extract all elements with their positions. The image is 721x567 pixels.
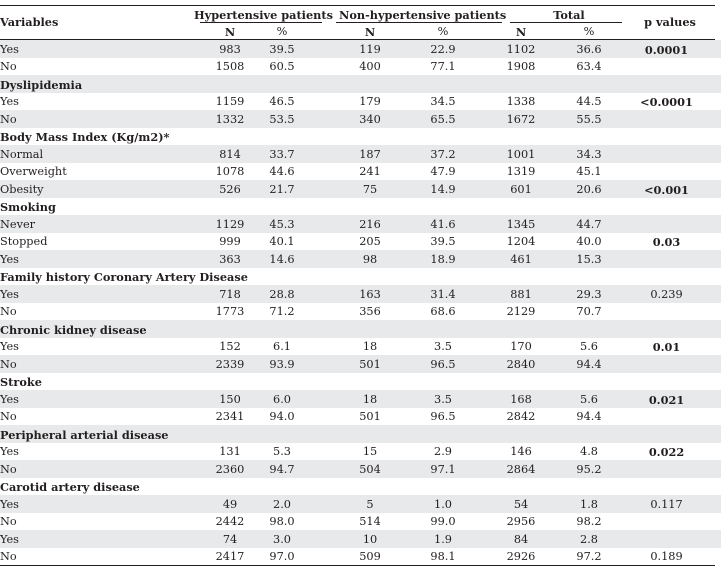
percent-cell: 65.5: [430, 112, 456, 126]
percent-cell: 5.3: [273, 445, 291, 458]
count-cell: 2840: [506, 357, 536, 371]
percent-cell: 20.6: [576, 182, 602, 196]
table-row: [0, 303, 721, 321]
count-cell: 461: [510, 252, 532, 266]
table-row: [0, 513, 721, 531]
percent-cell: 14.9: [430, 182, 456, 196]
section-row: [0, 75, 721, 93]
count-cell: 509: [359, 550, 381, 563]
percent-cell: 98.1: [430, 550, 456, 563]
count-cell: 1672: [506, 112, 536, 126]
count-cell: 2339: [215, 357, 245, 371]
section-label: Smoking: [0, 200, 56, 214]
count-cell: 814: [219, 147, 241, 161]
count-cell: 131: [219, 445, 241, 458]
percent-cell: 2.9: [434, 445, 452, 458]
count-cell: 5: [366, 497, 374, 511]
p-value-cell: 0.021: [648, 392, 685, 407]
table-row: [0, 530, 721, 548]
count-cell: 2842: [506, 410, 536, 423]
row-label: No: [0, 462, 17, 476]
section-label: Chronic kidney disease: [0, 322, 147, 337]
percent-cell: 3.5: [434, 340, 452, 353]
count-cell: 2417: [215, 550, 245, 563]
count-cell: 2341: [215, 410, 245, 423]
count-cell: 1773: [215, 305, 245, 318]
table-row: [0, 180, 721, 198]
percent-cell: 94.7: [269, 462, 295, 476]
top-rule: [0, 5, 715, 6]
section-row: [0, 373, 721, 391]
count-cell: 2926: [506, 550, 536, 563]
percent-cell: 29.3: [576, 287, 602, 301]
count-cell: 2360: [215, 462, 245, 476]
p-value-cell: 0.03: [652, 235, 681, 249]
subheader-pct-2: %: [437, 25, 449, 38]
percent-cell: 33.7: [269, 147, 295, 161]
table-row: [0, 93, 721, 111]
percent-cell: 68.6: [430, 305, 456, 318]
percent-cell: 28.8: [269, 287, 295, 301]
percent-cell: 36.6: [576, 42, 602, 56]
percent-cell: 70.7: [576, 305, 602, 318]
section-label: Stroke: [0, 375, 42, 389]
count-cell: 2442: [215, 515, 245, 528]
row-label: Yes: [0, 445, 19, 458]
count-cell: 146: [510, 445, 532, 458]
count-cell: 504: [359, 462, 381, 476]
section-label: Carotid artery disease: [0, 480, 140, 494]
count-cell: 400: [359, 60, 381, 73]
section-row: [0, 425, 721, 443]
count-cell: 601: [510, 182, 532, 196]
percent-cell: 34.3: [576, 147, 602, 161]
count-cell: 152: [219, 340, 241, 353]
percent-cell: 94.4: [576, 357, 602, 371]
percent-cell: 44.5: [576, 95, 602, 108]
section-label: Body Mass Index (Kg/m2)*: [0, 130, 170, 144]
percent-cell: 37.2: [430, 147, 456, 161]
section-label: Peripheral arterial disease: [0, 427, 169, 442]
row-label: No: [0, 357, 17, 371]
count-cell: 999: [219, 235, 241, 248]
count-cell: 1078: [215, 165, 245, 178]
percent-cell: 53.5: [269, 112, 295, 126]
percent-cell: 3.0: [273, 532, 291, 546]
p-value-cell: <0.001: [644, 182, 689, 197]
count-cell: 1129: [215, 217, 245, 231]
count-cell: 10: [362, 532, 378, 546]
row-label: No: [0, 112, 17, 126]
count-cell: 1508: [215, 60, 245, 73]
count-cell: 501: [359, 410, 381, 423]
subheader-n-2: N: [364, 25, 376, 39]
count-cell: 98: [362, 252, 378, 266]
row-label: Normal: [0, 147, 44, 161]
section-label: Family history Coronary Artery Disease: [0, 270, 248, 284]
count-cell: 187: [359, 147, 381, 161]
table-row: [0, 145, 721, 163]
row-label: Yes: [0, 42, 19, 56]
percent-cell: 1.0: [434, 497, 452, 511]
percent-cell: 97.0: [269, 550, 295, 563]
row-label: Obesity: [0, 182, 44, 196]
percent-cell: 94.0: [269, 410, 295, 423]
percent-cell: 98.2: [576, 515, 602, 528]
p-value-cell: 0.239: [650, 287, 683, 301]
count-cell: 526: [219, 182, 241, 196]
count-cell: 718: [219, 287, 241, 301]
percent-cell: 1.8: [580, 497, 598, 511]
group-header-hypertensive: Hypertensive patients: [194, 8, 333, 22]
count-cell: 163: [359, 287, 381, 301]
percent-cell: 2.8: [580, 532, 598, 546]
section-row: [0, 320, 721, 338]
percent-cell: 6.1: [273, 340, 291, 353]
percent-cell: 1.9: [434, 532, 452, 546]
table-row: [0, 163, 721, 181]
section-label: Dyslipidemia: [0, 77, 83, 92]
section-row: [0, 268, 721, 286]
row-label: No: [0, 550, 17, 563]
percent-cell: 93.9: [269, 357, 295, 371]
count-cell: 49: [222, 497, 238, 511]
count-cell: 170: [510, 340, 532, 353]
table-row: [0, 495, 721, 513]
p-value-cell: 0.117: [650, 497, 683, 511]
count-cell: 179: [359, 95, 381, 108]
count-cell: 18: [362, 392, 378, 406]
row-label: Yes: [0, 497, 19, 511]
table-row: [0, 408, 721, 426]
p-value-cell: 0.01: [652, 340, 681, 354]
row-label: Yes: [0, 287, 19, 301]
percent-cell: 39.5: [430, 235, 456, 248]
percent-cell: 98.0: [269, 515, 295, 528]
percent-cell: 3.5: [434, 392, 452, 406]
table-row: [0, 40, 721, 58]
table-row: [0, 338, 721, 356]
row-label: No: [0, 410, 17, 423]
count-cell: 150: [219, 392, 241, 406]
percent-cell: 45.3: [269, 217, 295, 231]
percent-cell: 63.4: [576, 60, 602, 73]
percent-cell: 94.4: [576, 410, 602, 423]
count-cell: 881: [510, 287, 532, 301]
percent-cell: 5.6: [580, 340, 598, 353]
p-value-cell: <0.0001: [640, 95, 693, 109]
count-cell: 514: [359, 515, 381, 528]
row-label: Yes: [0, 95, 19, 108]
table-row: [0, 250, 721, 268]
subheader-n-3: N: [515, 25, 527, 39]
count-cell: 1102: [506, 42, 536, 56]
pvalues-header: p values: [644, 15, 696, 29]
count-cell: 1338: [506, 95, 536, 108]
subheader-pct-3: %: [583, 25, 595, 38]
percent-cell: 96.5: [430, 357, 456, 371]
count-cell: 1159: [215, 95, 245, 108]
row-label: Yes: [0, 532, 19, 546]
count-cell: 15: [362, 445, 378, 458]
section-row: [0, 198, 721, 216]
table-row: [0, 285, 721, 303]
subheader-n-1: N: [224, 25, 236, 39]
group-rule-total: [510, 22, 622, 23]
percent-cell: 45.1: [576, 165, 602, 178]
row-label: No: [0, 305, 17, 318]
percent-cell: 97.1: [430, 462, 456, 476]
variables-header: Variables: [0, 15, 59, 29]
subheader-pct-1: %: [276, 25, 288, 38]
row-label: Yes: [0, 392, 19, 406]
row-label: No: [0, 60, 17, 73]
percent-cell: 97.2: [576, 550, 602, 563]
percent-cell: 41.6: [430, 217, 456, 231]
count-cell: 84: [513, 532, 529, 546]
percent-cell: 77.1: [430, 60, 456, 73]
percent-cell: 21.7: [269, 182, 295, 196]
count-cell: 168: [510, 392, 532, 406]
data-table: [0, 5, 721, 566]
percent-cell: 31.4: [430, 287, 456, 301]
percent-cell: 4.8: [580, 445, 598, 458]
table-row: [0, 443, 721, 461]
count-cell: 2129: [506, 305, 536, 318]
group-rule-non-hypertensive: [336, 22, 502, 23]
table-row: [0, 390, 721, 408]
percent-cell: 55.5: [576, 112, 602, 126]
percent-cell: 40.1: [269, 235, 295, 248]
row-label: Yes: [0, 340, 19, 353]
count-cell: 205: [359, 235, 381, 248]
count-cell: 241: [359, 165, 381, 178]
section-row: [0, 478, 721, 496]
count-cell: 1332: [215, 112, 245, 126]
percent-cell: 18.9: [430, 252, 456, 266]
group-header-total: Total: [553, 8, 585, 22]
percent-cell: 96.5: [430, 410, 456, 423]
table-row: [0, 233, 721, 251]
bottom-rule: [0, 565, 715, 566]
count-cell: 75: [362, 182, 378, 196]
percent-cell: 40.0: [576, 235, 602, 248]
table-row: [0, 215, 721, 233]
percent-cell: 39.5: [269, 42, 295, 56]
table-body: [0, 40, 721, 565]
table-header: [0, 5, 721, 40]
count-cell: 1319: [506, 165, 536, 178]
percent-cell: 14.6: [269, 252, 295, 266]
row-label: Never: [0, 217, 36, 231]
percent-cell: 60.5: [269, 60, 295, 73]
row-label: Yes: [0, 252, 19, 266]
row-label: Stopped: [0, 235, 48, 248]
count-cell: 54: [513, 497, 529, 511]
percent-cell: 22.9: [430, 42, 456, 56]
percent-cell: 44.7: [576, 217, 602, 231]
count-cell: 18: [362, 340, 378, 353]
percent-cell: 5.6: [580, 392, 598, 406]
count-cell: 1908: [506, 60, 536, 73]
percent-cell: 6.0: [273, 392, 291, 406]
percent-cell: 15.3: [576, 252, 602, 266]
count-cell: 363: [219, 252, 241, 266]
p-value-cell: 0.0001: [644, 42, 689, 57]
count-cell: 340: [359, 112, 381, 126]
group-rule-hypertensive: [200, 22, 322, 23]
table-row: [0, 110, 721, 128]
p-value-cell: 0.022: [648, 445, 685, 459]
table-row: [0, 460, 721, 478]
count-cell: 983: [219, 42, 241, 56]
count-cell: 2864: [506, 462, 536, 476]
section-row: [0, 128, 721, 146]
count-cell: 2956: [506, 515, 536, 528]
percent-cell: 44.6: [269, 165, 295, 178]
table-row: [0, 548, 721, 566]
percent-cell: 46.5: [269, 95, 295, 108]
percent-cell: 71.2: [269, 305, 295, 318]
group-header-non-hypertensive: Non-hypertensive patients: [339, 8, 507, 22]
count-cell: 356: [359, 305, 381, 318]
percent-cell: 47.9: [430, 165, 456, 178]
count-cell: 501: [359, 357, 381, 371]
count-cell: 1001: [506, 147, 536, 161]
percent-cell: 2.0: [273, 497, 291, 511]
table-row: [0, 355, 721, 373]
row-label: Overweight: [0, 165, 67, 178]
percent-cell: 99.0: [430, 515, 456, 528]
percent-cell: 34.5: [430, 95, 456, 108]
count-cell: 1204: [506, 235, 536, 248]
percent-cell: 95.2: [576, 462, 602, 476]
count-cell: 119: [359, 42, 381, 56]
p-value-cell: 0.189: [650, 550, 683, 563]
count-cell: 1345: [506, 217, 536, 231]
count-cell: 74: [222, 532, 238, 546]
row-label: No: [0, 515, 17, 528]
count-cell: 216: [359, 217, 381, 231]
table-row: [0, 58, 721, 76]
